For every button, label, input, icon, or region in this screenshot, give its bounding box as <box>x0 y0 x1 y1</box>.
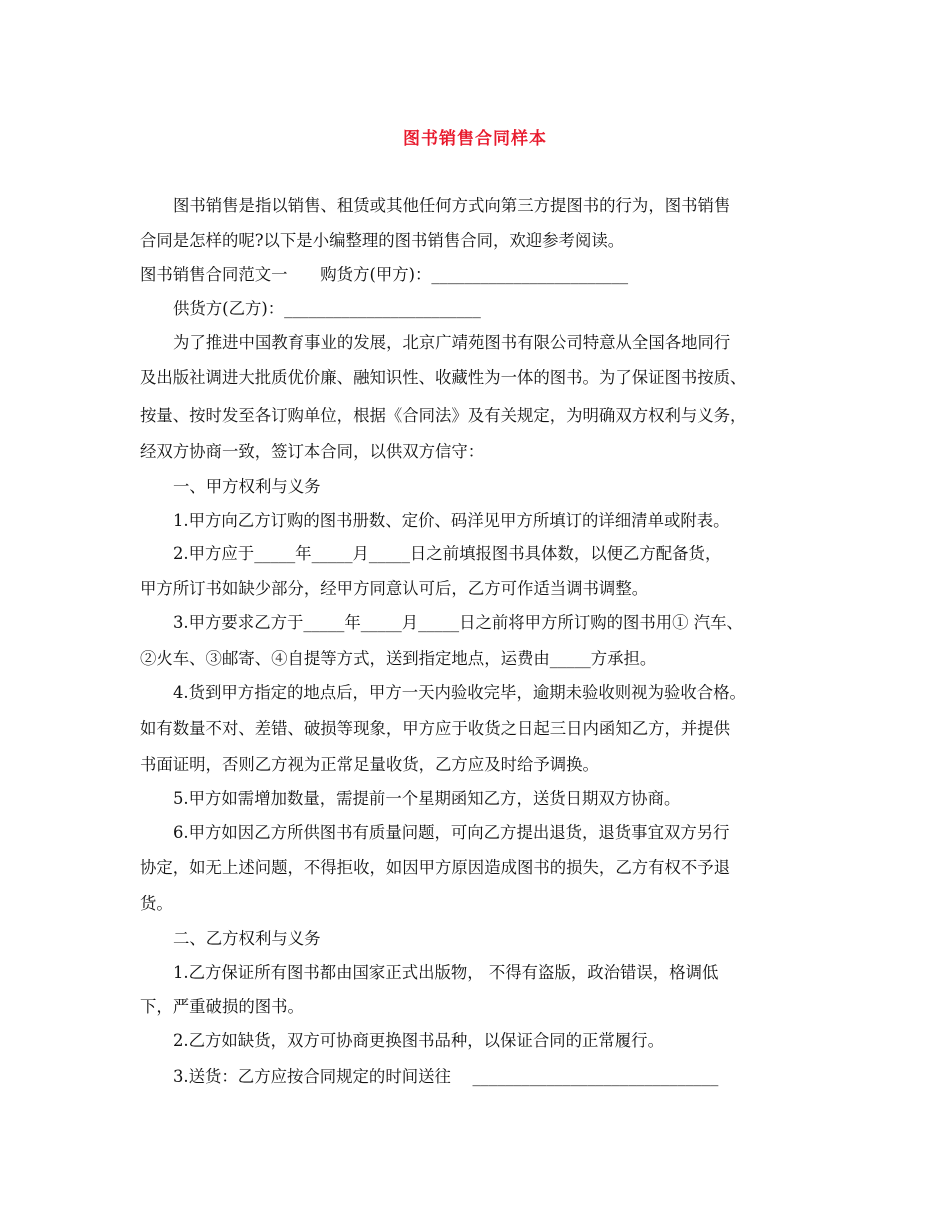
paragraph-line: 下，严重破损的图书。 <box>140 997 304 1016</box>
paragraph-line: 及出版社调进大批质优价廉、融知识性、收藏性为一体的图书。为了保证图书按质、 <box>140 368 747 387</box>
paragraph-line: 3.甲方要求乙方于_____年_____月_____日之前将甲方所订购的图书用① 汽车、 <box>173 613 743 632</box>
paragraph-line: 合同是怎样的呢?以下是小编整理的图书销售合同，欢迎参考阅读。 <box>140 231 625 250</box>
paragraph-line: 为了推进中国教育事业的发展，北京广靖苑图书有限公司特意从全国各地同行 <box>173 333 731 352</box>
paragraph-line: 图书销售是指以销售、租赁或其他任何方式向第三方提图书的行为，图书销售 <box>173 196 731 215</box>
paragraph-line: ②火车、③邮寄、④自提等方式，送到指定地点，运费由_____方承担。 <box>140 649 657 668</box>
paragraph-line: 经双方协商一致，签订本合同，以供双方信守： <box>140 442 485 461</box>
paragraph-line: 书面证明，否则乙方视为正常足量收货，乙方应及时给予调换。 <box>140 755 599 774</box>
paragraph-line: 如有数量不对、差错、破损等现象，甲方应于收货之日起三日内函知乙方，并提供 <box>140 719 731 738</box>
paragraph-line: 按量、按时发至各订购单位，根据《合同法》及有关规定，为明确双方权利与义务， <box>140 406 747 425</box>
paragraph-line: 2.乙方如缺货，双方可协商更换图书品种，以保证合同的正常履行。 <box>173 1031 664 1050</box>
paragraph-line: 1.甲方向乙方订购的图书册数、定价、码洋见甲方所填订的详细清单或附表。 <box>173 511 730 530</box>
paragraph-line: 6.甲方如因乙方所供图书有质量问题，可向乙方提出退货，退货事宜双方另行 <box>173 823 730 842</box>
paragraph-line: 4.货到甲方指定的地点后，甲方一天内验收完毕，逾期未验收则视为验收合格。 <box>173 683 746 702</box>
paragraph-line: 1.乙方保证所有图书都由国家正式出版物， 不得有盗版，政治错误，格调低 <box>173 963 719 982</box>
paragraph-line: 甲方所订书如缺少部分，经甲方同意认可后，乙方可作适当调书调整。 <box>140 579 649 598</box>
paragraph-line: 供货方(乙方)：________________________ <box>173 299 481 318</box>
paragraph-line: 2.甲方应于_____年_____月_____日之前填报图书具体数，以便乙方配备货， <box>173 544 722 563</box>
paragraph-line: 货。 <box>140 894 173 913</box>
paragraph-line: 协定，如无上述问题，不得拒收，如因甲方原因造成图书的损失，乙方有权不予退 <box>140 858 731 877</box>
document-title: 图书销售合同样本 <box>403 129 547 149</box>
paragraph-line: 图书销售合同范文一 购货方(甲方)：________________________ <box>140 265 629 284</box>
paragraph-line: 3.送货：乙方应按合同规定的时间送往 ______________________________ <box>173 1067 719 1086</box>
paragraph-line: 5.甲方如需增加数量，需提前一个星期函知乙方，送货日期双方协商。 <box>173 789 681 808</box>
section-heading: 一、甲方权利与义务 <box>173 477 321 496</box>
section-heading: 二、乙方权利与义务 <box>173 929 321 948</box>
